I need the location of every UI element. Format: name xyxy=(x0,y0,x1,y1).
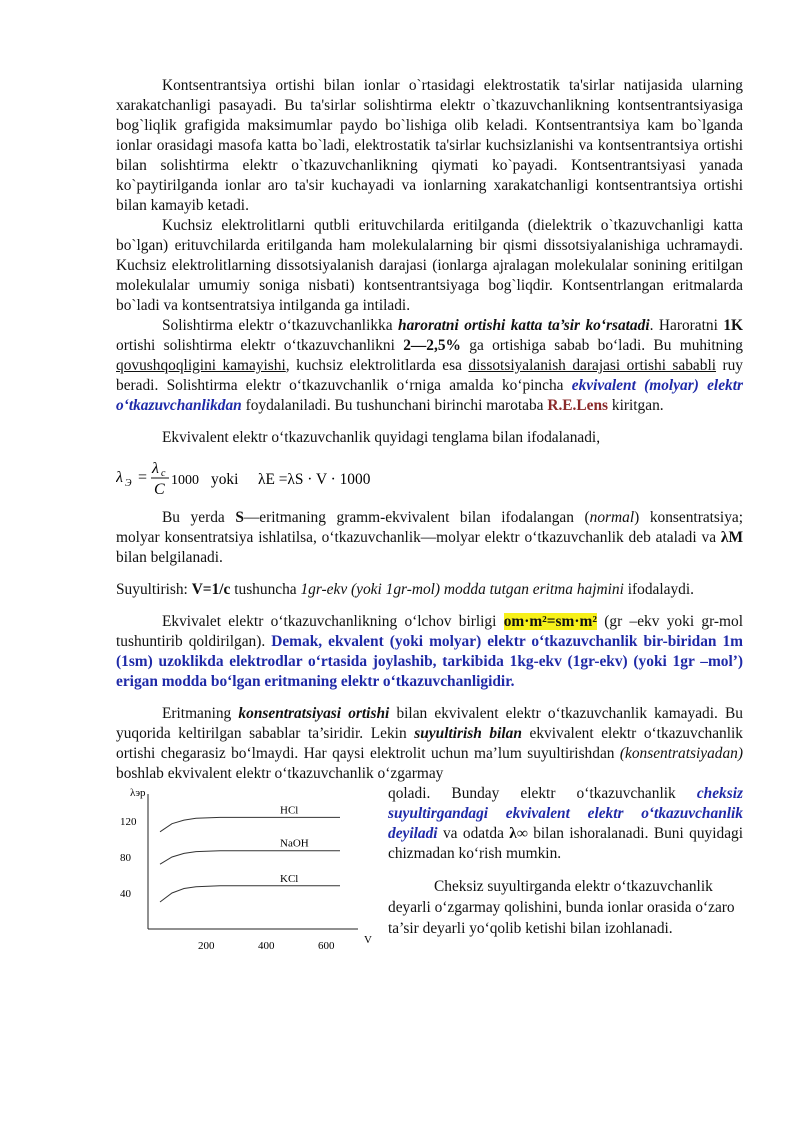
y-axis-label: λэр xyxy=(130,787,146,799)
paragraph-7: Ekvivalet elektr o‘tkazuvchanlikning o‘lchov birligi om·m²=sm·m² (gr –ekv yoki gr-mol tushuntirib qoldirilgan). Demak, ekvalent (yoki molyar) elektr o‘tkazuvchanlik bir-biridan 1m (1sm) uzoklikda elektrodlar o‘rtasida joylashib, tarkibida 1kg-ekv (1gr-ekv) (yoki 1gr –mol’) erigan modda bo‘lgan eritmaning elektr o‘tkazuvchanligidir. xyxy=(116,613,743,690)
formula-second: λE =λS · V · 1000 xyxy=(258,471,371,488)
y-tick-label: 120 xyxy=(120,816,137,828)
author-name: R.E.Lens xyxy=(547,397,609,414)
series-line-naoh xyxy=(160,851,340,865)
series-line-kcl xyxy=(160,886,340,902)
unit-highlight: om·m²=sm·m² xyxy=(503,613,597,630)
emphasis-infinite-dilution: cheksiz suyultirgandagi ekvivalent elektr o‘tkazuvchanlik deyiladi xyxy=(388,785,743,842)
x-tick-label: 600 xyxy=(318,940,335,952)
formula-lhs: λ xyxy=(116,469,123,486)
underlined-viscosity: qovushqoqligini kamayishi xyxy=(116,357,286,374)
formula-lhs-sub: Э xyxy=(125,478,132,489)
x-tick-label: 400 xyxy=(258,940,275,952)
right-column-text xyxy=(388,784,743,959)
paragraph-8: Eritmaning konsentratsiyasi ortishi bilan ekvivalent elektr o‘tkazuvchanlik kamayadi. Bu yuqorida keltirilgan sabablar ta’siridir. Lekin suyultirish bilan ekvivalent elektr o‘tkazuvchanlik ortishi chegarasiz bo‘lmaydi. Har qaysi elektrolit uchun ma’lum suyultirishdan (konsentratsiyadan) boshlab ekvivalent elektr o‘tkazuvchanlik o‘zgarmay xyxy=(116,705,743,782)
y-tick-label: 40 xyxy=(120,888,131,900)
definition-highlight: Demak, ekvalent (yoki molyar) elektr o‘tkazuvchanlik bir-biridan 1m (1sm) uzoklikda elektrodlar o‘rtasida joylashib, tarkibida 1kg-ekv (1gr-ekv) (yoki 1gr –mol’) erigan modda bo‘lgan eritmaning elektr o‘tkazuvchanligidir. xyxy=(116,633,743,690)
underlined-dissociation: dissotsiyalanish darajasi ortishi sababli xyxy=(468,357,717,374)
paragraph-5: Bu yerda S—eritmaning gramm-ekvivalent bilan ifodalangan (normal) konsentratsiya; molyar konsentratsiya ishlatilsa, o‘tkazuvchanlik—molyar elektr o‘tkazuvchanlik deb ataladi va λM bilan belgilanadi. xyxy=(116,509,743,566)
paragraph-1: Kontsentrantsiya ortishi bilan ionlar o`rtasidagi elektrostatik ta'sirlar natijasida ularning xarakatchanligi pasayadi. Bu ta'sirlar solishtirma elektr o`tkazuvchanlikning kontsentrantsiyasiga bog`liqlik grafigida maksimumlar paydo bo`lishiga olib keladi. Kontsentrantsiya kam bo`lganda ionlar orasidagi masofa katta bo`ladi, elektrostatik ta'sirlar kuchsizlanishi va kontsentrantsiya ortishi bilan solishtirma elektr o`tkazuvchanlikning qiymati ko`payadi. Kontsentrantsiyasi yanada ko`paytirilganda ionlar aro ta'sir kuchayadi va ionlarning xarakatchanligi kontsentrantsiya ortishi bilan kamayib ketadi. xyxy=(116,77,743,214)
series-line-hcl xyxy=(160,817,340,831)
paragraph-4: Ekvivalent elektr o‘tkazuvchanlik quyidagi tenglama bilan ifodalanadi, xyxy=(162,429,601,446)
series-label-hcl: HCl xyxy=(280,804,299,817)
emphasis-equivalent-conductivity: ekvivalent (molyar) elektr o‘tkazuvchanlikdan xyxy=(116,377,743,414)
emphasis-temperature: haroratni ortishi katta ta’sir ko‘rsatadi xyxy=(398,317,650,334)
formula-factor: 1000 xyxy=(171,473,199,488)
paragraph-3: Solishtirma elektr o‘tkazuvchanlikka haroratni ortishi katta ta’sir ko‘rsatadi. Haroratni 1K ortishi solishtirma elektr o‘tkazuvchanlikni 2—2,5% ga ortishiga sabab bo‘ladi. Bu muhitning qovushqoqligini kamayishi, kuchsiz elektrolitlarda esa dissotsiyalanish darajasi ortishi sababli ruy beradi. Solishtirma elektr o‘tkazuvchanlik o‘rniga amalda ko‘pincha ekvivalent (molyar) elektr o‘tkazuvchanlikdan foydalaniladi. Bu tushunchani birinchi marotaba R.E.Lens kiritgan. xyxy=(116,317,743,414)
formula-svg xyxy=(116,454,446,498)
paragraph-6: Suyultirish: V=1/c tushuncha 1gr-ekv (yoki 1gr-mol) modda tutgan eritma hajmini ifodalaydi. xyxy=(116,581,694,598)
svg-text:=: = xyxy=(138,469,148,486)
chart-and-text-row xyxy=(116,784,743,959)
document-page xyxy=(116,76,743,959)
paragraph-10: Cheksiz suyultirganda elektr o‘tkazuvchanlik deyarli o‘zgarmay qolishini, bunda ionlar orasida o‘zaro ta’sir deyarli yo‘qolib ketishi bilan izohlanadi. xyxy=(388,878,735,937)
series-label-naoh: NaOH xyxy=(280,837,309,850)
x-tick-label: 200 xyxy=(198,940,215,952)
conductivity-chart xyxy=(116,784,388,959)
formula-yoki: yoki xyxy=(211,471,239,488)
paragraph-9: qoladi. Bunday elektr o‘tkazuvchanlik cheksiz suyultirgandagi ekvivalent elektr o‘tkazuvchanlik deyiladi va odatda λ∞ bilan ishoralanadi. Buni quyidagi chizmadan ko‘rish mumkin. xyxy=(388,785,743,862)
paragraph-2: Kuchsiz elektrolitlarni qutbli erituvchilarda eritilganda (dielektrik o`tkazuvchanligi katta bo`lgan) erituvchilarda eritilganda ham molekulalarning bir qismi dissotsiyalanishiga uchramaydi. Kuchsiz elektrolitlarning dissotsiyalanish darajasi (ionlarga ajralagan molekulalar sonining eritilgan molekulalar umumiy soniga nisbati) kontsentrantsiyaga bog`liqdir. Kontsentrlangan eritmalarda bo`ladi va kontsentratsiya intilganda ga intiladi. xyxy=(116,217,743,314)
x-axis-label: V xyxy=(364,934,372,946)
formula-denominator: C xyxy=(154,481,165,498)
series-label-kcl: KCl xyxy=(280,872,299,885)
chart-svg xyxy=(116,784,376,954)
equivalent-conductivity-formula xyxy=(116,454,743,498)
formula-numerator: λ xyxy=(152,460,159,477)
y-tick-label: 80 xyxy=(120,852,131,864)
formula-numerator-sub: c xyxy=(161,468,166,479)
